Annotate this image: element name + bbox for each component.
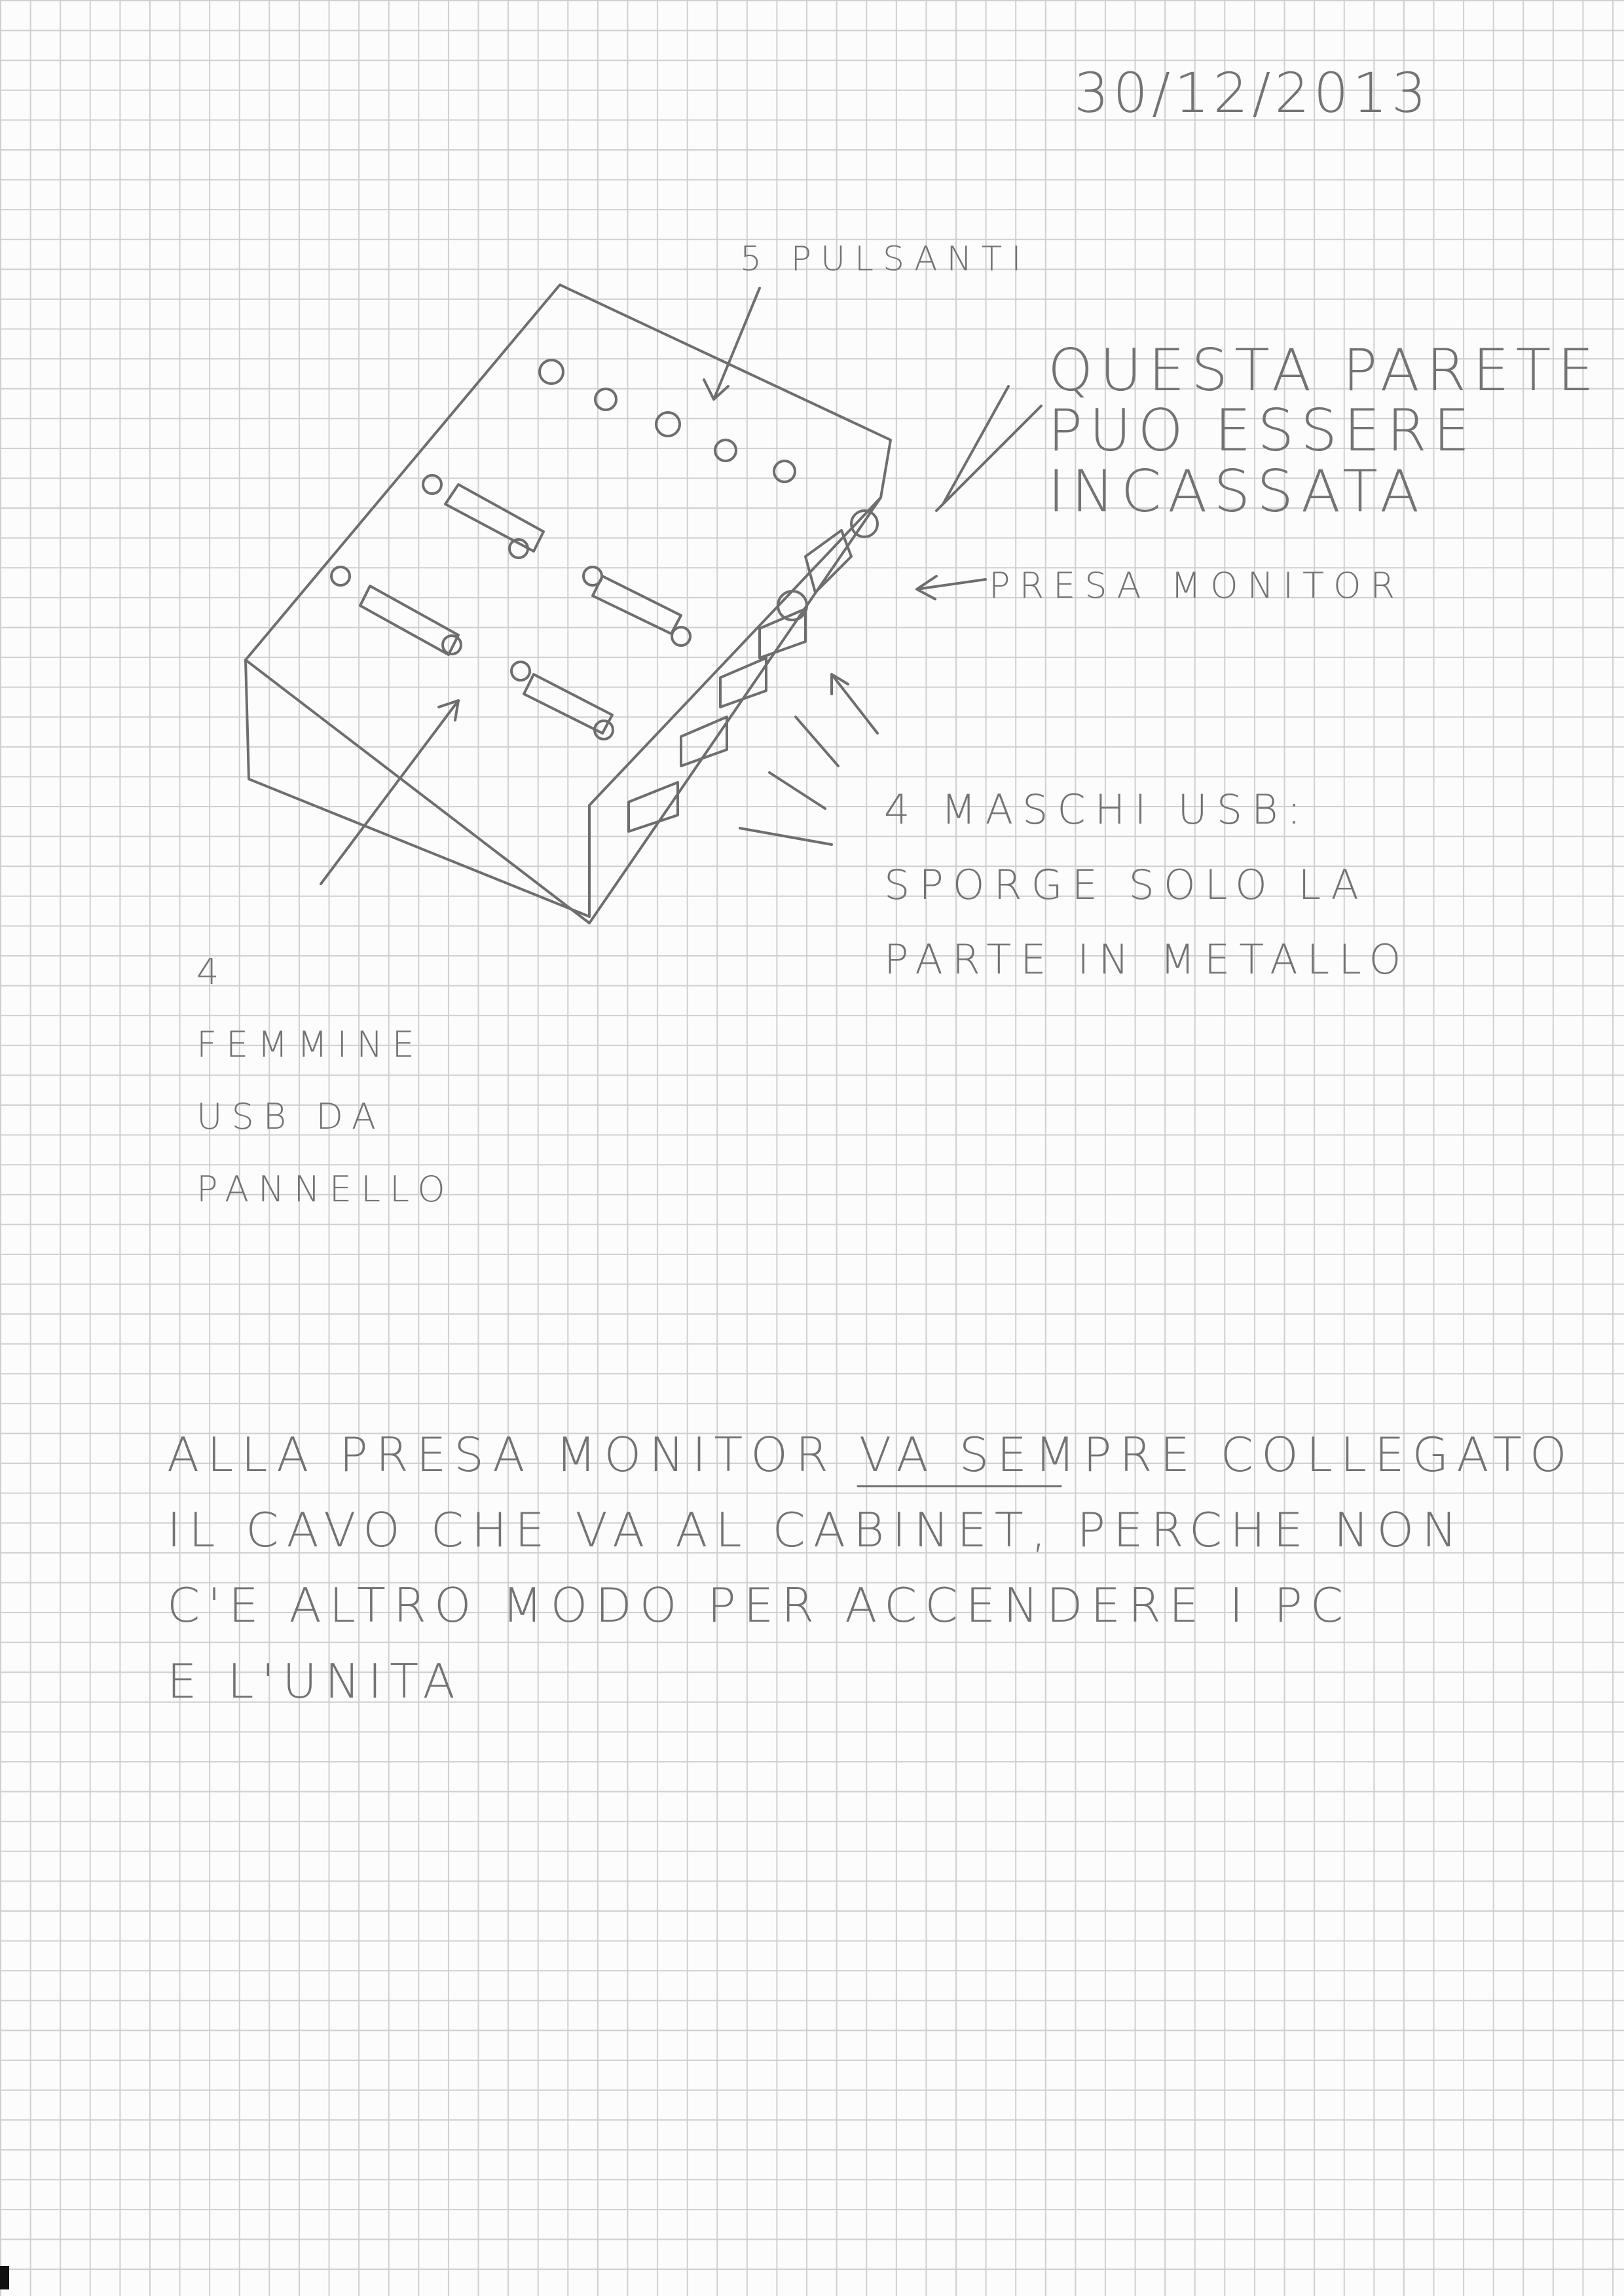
label-buttons: 5 PULSANTI	[740, 240, 1031, 279]
scan-edge-mark	[0, 2266, 9, 2289]
note-line4: E L'UNITA	[167, 1653, 463, 1709]
label-monitor-socket: PRESA MONITOR	[989, 565, 1405, 606]
bottom-note	[167, 1417, 1575, 1719]
date-header: 30/12/2013	[1074, 61, 1431, 125]
note-line1-before: ALLA PRESA MONITOR VA	[167, 1427, 959, 1482]
label-recessed-wall: QUESTA PARETE PUO ESSERE INCASSATA	[1048, 337, 1600, 525]
note-line1-after: COLLEGATO	[1197, 1427, 1575, 1482]
label-usb-female: 4 FEMMINE USB DA PANNELLO	[196, 951, 454, 1211]
note-line1-emph: SEMPRE	[959, 1427, 1198, 1482]
note-line2: IL CAVO CHE VA AL CABINET, PERCHE NON	[167, 1503, 1466, 1558]
label-usb-male: 4 MASCHI USB: SPORGE SOLO LA PARTE IN METALLO	[884, 786, 1411, 984]
note-line3: C'E ALTRO MODO PER ACCENDERE I PC	[167, 1578, 1352, 1633]
